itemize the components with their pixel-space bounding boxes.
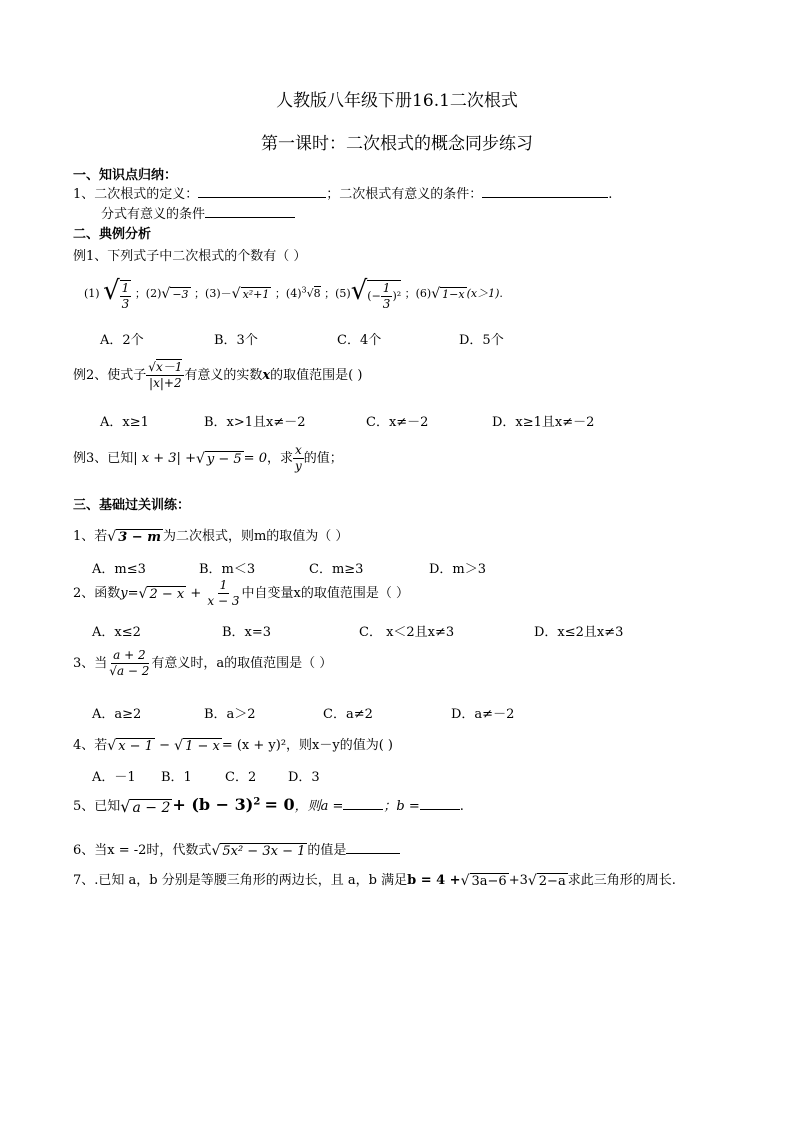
example-3-stem	[73, 443, 343, 474]
definition-label: 1、二次根式的定义：	[73, 187, 199, 202]
radicand: 3a−6	[471, 873, 507, 889]
ex2-option-c[interactable]: C．x≠－2	[366, 415, 429, 430]
ex1-option-c[interactable]: C．4个	[337, 333, 382, 348]
radical: √ 5x² − 3x − 1	[211, 842, 306, 859]
radical: √ 1−x	[431, 286, 465, 302]
item-label: ；(4)	[274, 287, 302, 300]
section-knowledge-heading: 一、知识点归纳：	[73, 168, 178, 183]
variable: x	[262, 368, 271, 383]
radical: √ x − 1	[107, 737, 153, 754]
ex1-option-a[interactable]: A．2个	[100, 333, 144, 348]
radical: √ $\frac{1}{3}$	[103, 276, 130, 311]
radical: √ x²+1	[231, 286, 270, 302]
q3-option-d[interactable]: D．a≠－2	[451, 707, 515, 722]
stem-text: 4、若	[73, 738, 108, 753]
function-y: y=	[120, 586, 139, 601]
q3-option-c[interactable]: C．a≠2	[323, 707, 373, 722]
q1-option-d[interactable]: D．m＞3	[429, 562, 487, 577]
period: .	[499, 287, 503, 300]
radicand: 5x² − 3x − 1	[222, 843, 306, 859]
radicand: 1 − x	[185, 738, 220, 754]
stem-text: 例2、使式子	[73, 368, 147, 383]
q3-option-b[interactable]: B．a＞2	[204, 707, 256, 722]
section-practice-heading: 三、基础过关训练：	[73, 498, 191, 513]
knowledge-line-2	[101, 203, 295, 222]
radicand: a − 2	[132, 800, 171, 816]
stem-text: 2、函数	[73, 586, 121, 601]
equals: = 0	[243, 451, 267, 466]
numerator: a + 2	[113, 648, 146, 662]
denominator: a − 2	[116, 664, 150, 678]
definition-blank[interactable]	[198, 185, 326, 198]
exponent: 2	[253, 796, 261, 808]
q2-option-a[interactable]: A．x≤2	[92, 625, 141, 640]
radical: √(− $\frac{1}{3}$ )²	[350, 276, 402, 311]
stem-text: ，求	[266, 451, 293, 466]
stem-text: 为二次根式，则m的取值为（ ）	[162, 529, 349, 544]
radical: √ y − 5	[195, 450, 242, 467]
plus: +3	[508, 873, 528, 888]
stem-text: 5、已知	[73, 799, 121, 814]
radicand: 3 − m	[118, 529, 161, 545]
q2-option-c[interactable]: C． x＜2且x≠3	[359, 625, 455, 640]
ex2-option-d[interactable]: D．x≥1且x≠－2	[492, 415, 595, 430]
stem-text: 6、当x = -2时，代数式	[73, 843, 212, 858]
a-label: ，则a =	[294, 799, 344, 814]
item-label: ；(3)－	[194, 287, 232, 300]
stem-text: = (x + y)²，则x－y的值为( )	[221, 738, 393, 753]
question-6-stem	[73, 839, 400, 859]
radical: √ −3	[161, 286, 189, 302]
item-label: ；(2)	[134, 287, 162, 300]
value-blank[interactable]	[346, 841, 400, 854]
q4-option-d[interactable]: D．3	[288, 770, 320, 785]
radicand: y − 5	[206, 451, 242, 467]
fraction: $\frac{a + 2}{√a - 2}$	[109, 648, 150, 678]
denominator: y	[294, 459, 302, 473]
radicand: 2 − x	[149, 586, 185, 602]
q2-option-b[interactable]: B．x=3	[222, 625, 272, 640]
minus: −	[154, 738, 175, 753]
cube-root: $^3$√8	[301, 285, 321, 300]
radicand: x − 1	[118, 738, 153, 754]
fraction-condition-label: 分式有意义的条件	[101, 207, 206, 222]
item-label: ；(6)	[404, 287, 432, 300]
condition-blank[interactable]	[482, 185, 608, 198]
q4-option-a[interactable]: A．－1	[92, 770, 136, 785]
q3-option-a[interactable]: A．a≥2	[92, 707, 142, 722]
stem-text: 7、.已知 a，b 分别是等腰三角形的两边长，且 a，b 满足	[73, 873, 408, 888]
expression: + (b − 3)	[172, 795, 254, 814]
radical: √ 3 − m	[107, 528, 161, 545]
page-subtitle: 第一课时：二次根式的概念同步练习	[261, 134, 533, 154]
condition: (x＞1)	[466, 287, 500, 300]
stem-text: 有意义时，a的取值范围是（ ）	[151, 656, 333, 671]
q1-option-c[interactable]: C．m≥3	[309, 562, 364, 577]
item-label: ；(5)	[324, 287, 351, 300]
plus: +	[190, 586, 202, 601]
denominator: x − 3	[207, 594, 240, 608]
radical: √ 2−a	[527, 872, 566, 889]
stem-text: 求此三角形的周长.	[567, 873, 676, 888]
radicand: 2−a	[538, 873, 566, 889]
example-1-stem: 例1、下列式子中二次根式的个数有（ ）	[73, 249, 307, 264]
stem-text: 中自变量x的取值范围是（ ）	[241, 586, 409, 601]
stem-text: 例3、已知	[73, 451, 134, 466]
q2-option-d[interactable]: D．x≤2且x≠3	[534, 625, 624, 640]
example-1-items	[84, 276, 503, 312]
question-3-stem	[73, 648, 332, 679]
a-blank[interactable]	[343, 797, 383, 810]
section-examples-heading: 二、典例分析	[73, 227, 152, 242]
stem-text: 的值是	[307, 843, 347, 858]
example-2-stem	[73, 360, 362, 391]
denominator: |x|+2	[149, 376, 182, 390]
stem-text: 3、当	[73, 656, 108, 671]
fraction-condition-blank[interactable]	[205, 205, 295, 218]
q4-option-c[interactable]: C．2	[225, 770, 257, 785]
stem-text: 有意义的实数	[184, 368, 263, 383]
radical: √ 3a−6	[460, 872, 507, 889]
radical: √ 2 − x	[138, 585, 185, 602]
fraction: $\frac{√x-1}{|x|+2}$	[148, 360, 183, 390]
b-label: ；b =	[383, 799, 420, 814]
fraction	[293, 443, 304, 474]
stem-text: 的取值范围是( )	[270, 368, 363, 383]
ex2-option-a[interactable]: A．x≥1	[100, 415, 149, 430]
question-5-stem	[73, 795, 464, 816]
radical: √ 1 − x	[174, 737, 220, 754]
numerator: 1	[219, 578, 228, 592]
period: .	[459, 799, 464, 814]
question-1-stem	[73, 525, 348, 545]
question-4-stem	[73, 734, 393, 754]
stem-text: 1、若	[73, 529, 108, 544]
item-label: (1)	[84, 287, 100, 300]
numerator: x－1	[155, 360, 183, 374]
page-title: 人教版八年级下册16.1二次根式	[276, 91, 518, 111]
ex1-option-d[interactable]: D．5个	[459, 333, 504, 348]
radical: √ a − 2	[120, 797, 171, 816]
q1-option-a[interactable]: A．m≤3	[92, 562, 146, 577]
b-blank[interactable]	[420, 797, 460, 810]
knowledge-line-1	[73, 183, 612, 202]
ex1-option-b[interactable]: B．3个	[214, 333, 258, 348]
ex2-option-b[interactable]: B．x>1且x≠－2	[204, 415, 306, 430]
question-7-stem	[73, 869, 676, 889]
question-2-stem	[73, 578, 409, 609]
stem-text: 的值；	[303, 451, 343, 466]
equals: = 0	[264, 795, 295, 814]
period: .	[608, 187, 613, 202]
fraction	[205, 578, 241, 609]
abs-expression: | x + 3| +	[133, 451, 196, 466]
numerator: x	[294, 443, 302, 457]
q4-option-b[interactable]: B．1	[161, 770, 192, 785]
expression: b = 4 +	[407, 873, 461, 888]
condition-label: ；二次根式有意义的条件：	[326, 187, 483, 202]
q1-option-b[interactable]: B．m＜3	[199, 562, 256, 577]
